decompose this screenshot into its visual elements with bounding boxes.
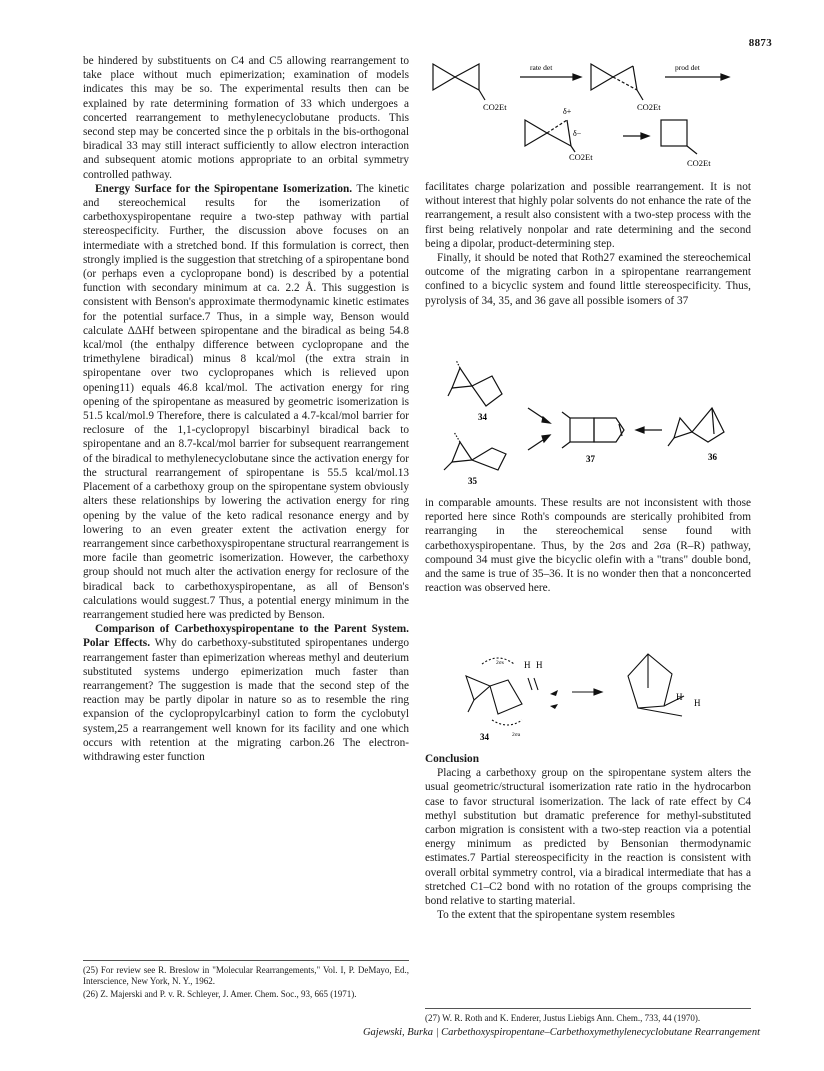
- compound-label: 37: [586, 454, 595, 464]
- footnote: (25) For review see R. Breslow in "Molecular Rearrangements," Vol. I, P. DeMayo, Ed., Interscience, New York, N. Y., 1962.: [83, 965, 409, 986]
- section-heading: Conclusion: [425, 753, 479, 765]
- label-co2et: CO2Et: [569, 152, 593, 162]
- paragraph: be hindered by substituents on C4 and C5 allowing rearrangement to take place without much epimerization; examination of models indicates this may be so. The experimental results then can be explained by rate determining formation of 33 which undergoes a concerted rearrangement to methylenecyclobutane products. This second step may be concerted since the p orbitals in the bis-orthogonal biradical 33 may still interact sufficiently to allow electron interaction and subsequent atomic motions appropriate to an orbital symmetry controlled pathway.: [83, 55, 409, 181]
- right-column-conclusion: [425, 752, 751, 922]
- footnotes: [83, 960, 409, 1002]
- scheme-orbital-pathway: [452, 634, 732, 744]
- label-co2et: CO2Et: [483, 102, 507, 112]
- atom-label-h: H: [694, 698, 701, 708]
- paragraph: To the extent that the spiropentane system resembles: [437, 909, 675, 922]
- compound-label: 34: [480, 732, 489, 742]
- section-heading: Comparison of Carbethoxyspiropentane to the Parent System. Polar Effects.: [83, 623, 409, 650]
- footnote: (27) W. R. Roth and K. Enderer, Justus Liebigs Ann. Chem., 733, 44 (1970).: [425, 1013, 701, 1023]
- paragraph-text: The kinetic and stereochemical results for the isomerization of carbethoxyspiropentane require a two-step pathway with partial stereospecificity. Further, the discussion above focuses on an intermediate with a stretched bond. If this formulation is correct, then strongly implied is the suggestion that stretching of a spiropentane bond (or perhaps even a cyclopropane bond) is described by a potential function with secondary minimum at ca. 2.2 Å. This suggestion is consistent with Benson's approximate thermodynamic kinetic estimates for the potential surface.7 Thus, in a simple way, Benson would calculate ΔΔHf between spiropentane and the biradical as being 54.8 kcal/mol (the enthalpy difference between cyclopropane and the trimethylene biradical) minus 8 kcal/mol (the extra strain in spiropentane over two cyclopropanes which is relieved upon opening11) equals 46.8 kcal/mol. The activation energy for ring opening of the spiropentane as measured by geometric isomerization is 51.5 kcal/mol.9 Therefore, there is calculated a 4.7-kcal/mol barrier for reclosure of the 1,1-cyclopropyl biscarbinyl biradical back to spiropentane and an 8.7-kcal/mol barrier for subsequent rearrangement of the biradical to methylenecyclobutane since the activation energy for the structural rearrangement of spiropentane is 55.5 kcal/mol.13 Placement of a carbethoxy group on the spiropentane system obviously alters these relationships by lowering the activation energy for ring opening by the value of the keto radical resonance energy and by lowering to an even greater extent the activation energy for rearrangement since carbethoxyspiropentane structural rearrangement is more facile than geometric isomerization. However, the carbethoxy group should not much alter the activation energy for reclosure of the biradical back to carbethoxyspiropentane, as all of Benson's calculations would suggest.7 Thus, a potential energy minimum in the rearrangement studied here was predicted by Benson.: [83, 182, 409, 621]
- label-delta-minus: δ−: [573, 129, 582, 138]
- atom-label-h: H: [676, 692, 683, 702]
- running-footer: Gajewski, Burka | Carbethoxyspiropentane–Carbethoxymethylenecyclobutane Rearrangement: [362, 1027, 760, 1038]
- compound-label: 36: [708, 452, 717, 462]
- paragraph: [83, 622, 409, 764]
- label-co2et: CO2Et: [687, 158, 711, 168]
- right-column: [425, 180, 751, 308]
- page-number: 8873: [748, 37, 772, 49]
- paragraph: Finally, it should be noted that Roth27 examined the stereochemical outcome of the migrating carbon in a spiropentane rearrangement confined to a bicyclic system and found little stereospecificity. Thus, pyrolysis of 34, 35, and 36 gave all possible isomers of 37: [425, 252, 751, 307]
- label-prod-det: prod det: [675, 63, 700, 72]
- footnote: (26) Z. Majerski and P. v. R. Schleyer, J. Amer. Chem. Soc., 93, 665 (1971).: [83, 989, 357, 999]
- label-delta-plus: δ+: [563, 107, 572, 116]
- paragraph-text: Why do carbethoxy-substituted spiropentanes undergo rearrangement faster than epimerization whereas methyl and deuterium substituted systems undergo epimerization much faster than rearrangement? The suggestion is made that the second step of the reaction may be partly dipolar in nature so as to resemble the ring expansion of the cyclopropylcarbinyl cation to form the cyclobutyl system,25 a rearrangement well known for its facility and one which occurs with retention at the migrating carbon.26 The electron-withdrawing ester function: [83, 637, 410, 763]
- compound-label: 35: [468, 476, 477, 486]
- atom-label-h: H: [524, 660, 531, 670]
- paragraph: Placing a carbethoxy group on the spiropentane system alters the usual geometric/structural isomerization rate ratio in the hydrocarbon case to favor structural isomerization. The lack of rate effect by C4 methyl substitution but dramatic preference for methyl-substituted carbon migration is consistent with a two-step reaction via a potential energy minimum as predicted by Bensonian thermodynamic estimates.7 Partial stereospecificity in the reaction is consistent with overall orbital symmetry control, via a biradical intermediate that has a stretched C1–C2 bond with no rotation of the groups comprising the bond relative to starting material.: [425, 767, 751, 908]
- footnotes-right: [425, 1008, 751, 1026]
- paragraph: [83, 182, 409, 622]
- left-column: [83, 54, 409, 764]
- label-rate-det: rate det: [530, 63, 553, 72]
- section-heading: Energy Surface for the Spiropentane Isomerization.: [95, 182, 353, 195]
- paragraph: in comparable amounts. These results are not inconsistent with those reported here since Roth's compounds are sterically prohibited from rearranging in the stereochemical sense found with carbethoxyspiropentane. Thus, by the 2σs and 2σa (R–R) pathway, compound 34 must give the bicyclic olefin with a "trans" double bond, and the same is true of 35–36. It is no wonder then that a nonconcerted reaction was observed here.: [425, 497, 751, 595]
- right-column-continued: [425, 496, 751, 595]
- scheme-roth-compounds: [430, 358, 750, 488]
- label-sigma-a: 2σa: [512, 732, 521, 738]
- atom-label-h: H: [536, 660, 543, 670]
- label-sigma-s: 2σs: [496, 660, 504, 666]
- label-co2et: CO2Et: [637, 102, 661, 112]
- scheme-polar-mechanism: [425, 52, 755, 177]
- compound-label: 34: [478, 412, 487, 422]
- paragraph: facilitates charge polarization and possible rearrangement. It is not without interest that highly polar solvents do not enhance the rate of the rearrangement, a result also consistent with a two-step process with the first being relatively nonpolar and rate determining and the second being a dipolar, product-determining step.: [425, 181, 751, 250]
